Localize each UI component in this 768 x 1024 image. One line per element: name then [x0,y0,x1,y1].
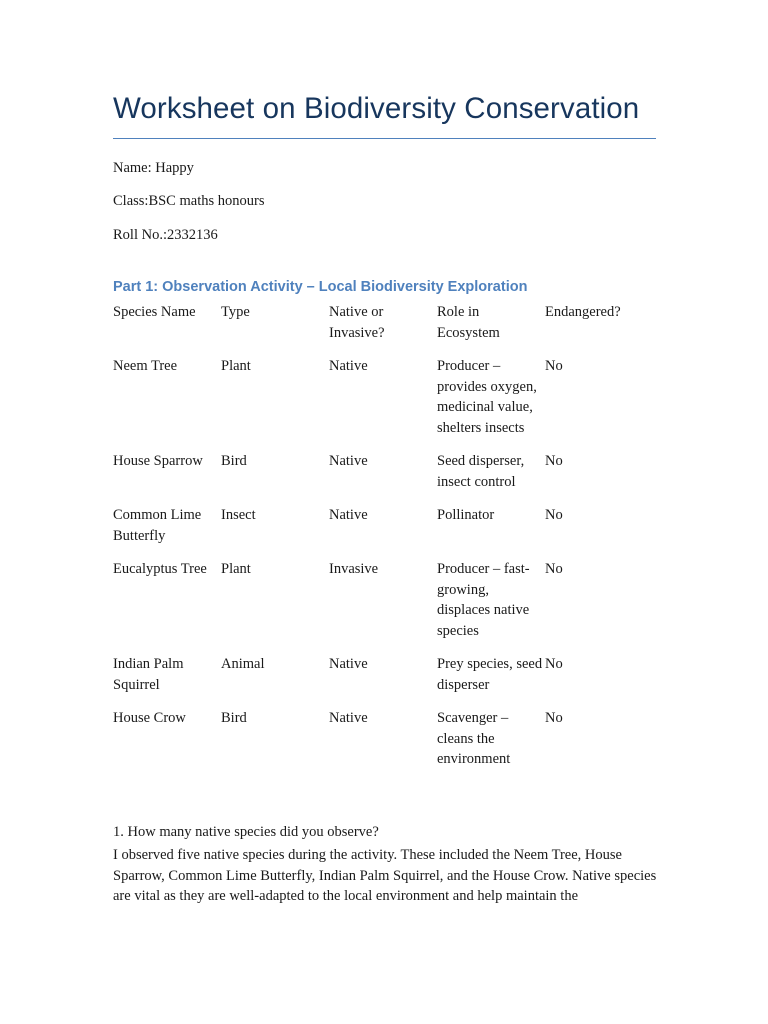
cell-type: Bird [221,453,247,469]
table-row [113,708,635,783]
table-row [113,559,635,654]
cell-species-name: House Crow [113,710,186,726]
cell-endangered: No [545,453,563,469]
question-1: 1. How many native species did you observe? [113,824,379,840]
part1-heading: Part 1: Observation Activity – Local Biodiversity Exploration [113,279,528,295]
table-row [113,356,635,451]
cell-native-or-invasive: Native [329,507,368,523]
cell-species-name: Eucalyptus Tree [113,561,207,577]
cell-endangered: No [545,358,563,374]
table-header-row [113,302,635,356]
cell-native-or-invasive: Native [329,358,368,374]
cell-type: Plant [221,358,251,374]
cell-type: Plant [221,561,251,577]
cell-native-or-invasive: Native [329,656,368,672]
cell-endangered: No [545,710,563,726]
header-species-name: Species Name [113,304,196,320]
cell-type: Bird [221,710,247,726]
cell-role: Scavenger – cleans the environment [437,710,511,767]
cell-role: Pollinator [437,507,495,523]
cell-species-name: Common Lime Butterfly [113,507,202,544]
cell-species-name: Neem Tree [113,358,178,374]
header-role-in-ecosystem: Role in Ecosystem [437,304,500,341]
cell-endangered: No [545,507,563,523]
cell-type: Animal [221,656,265,672]
cell-endangered: No [545,561,563,577]
species-table [113,302,635,783]
table-row [113,505,635,559]
header-type: Type [221,304,250,320]
cell-role: Seed disperser, insect control [437,453,525,490]
cell-endangered: No [545,656,563,672]
cell-native-or-invasive: Native [329,453,368,469]
cell-species-name: Indian Palm Squirrel [113,656,184,693]
table-row [113,654,635,708]
cell-native-or-invasive: Invasive [329,561,379,577]
table-row [113,451,635,505]
page-title: Worksheet on Biodiversity Conservation [113,92,640,125]
cell-species-name: House Sparrow [113,453,203,469]
cell-role: Producer – provides oxygen, medicinal value, shelters insects [437,358,537,436]
student-name: Name: Happy [113,160,194,176]
student-roll-number: Roll No.:2332136 [113,227,218,243]
title-underline [113,138,656,139]
cell-type: Insect [221,507,256,523]
header-native-or-invasive: Native or Invasive? [329,304,385,341]
cell-role: Producer – fast-growing, displaces native species [437,561,530,639]
student-class: Class:BSC maths honours [113,193,265,209]
header-endangered: Endangered? [545,304,621,320]
cell-native-or-invasive: Native [329,710,368,726]
cell-role: Prey species, seed disperser [437,656,543,693]
answer-1: I observed five native species during the activity. These included the Neem Tree, House Sparrow, Common Lime Butterfly, Indian Palm Squirrel, and the House Crow. Native species are vital as they are well-adapted to the local environment and help maintain the [113,847,657,904]
